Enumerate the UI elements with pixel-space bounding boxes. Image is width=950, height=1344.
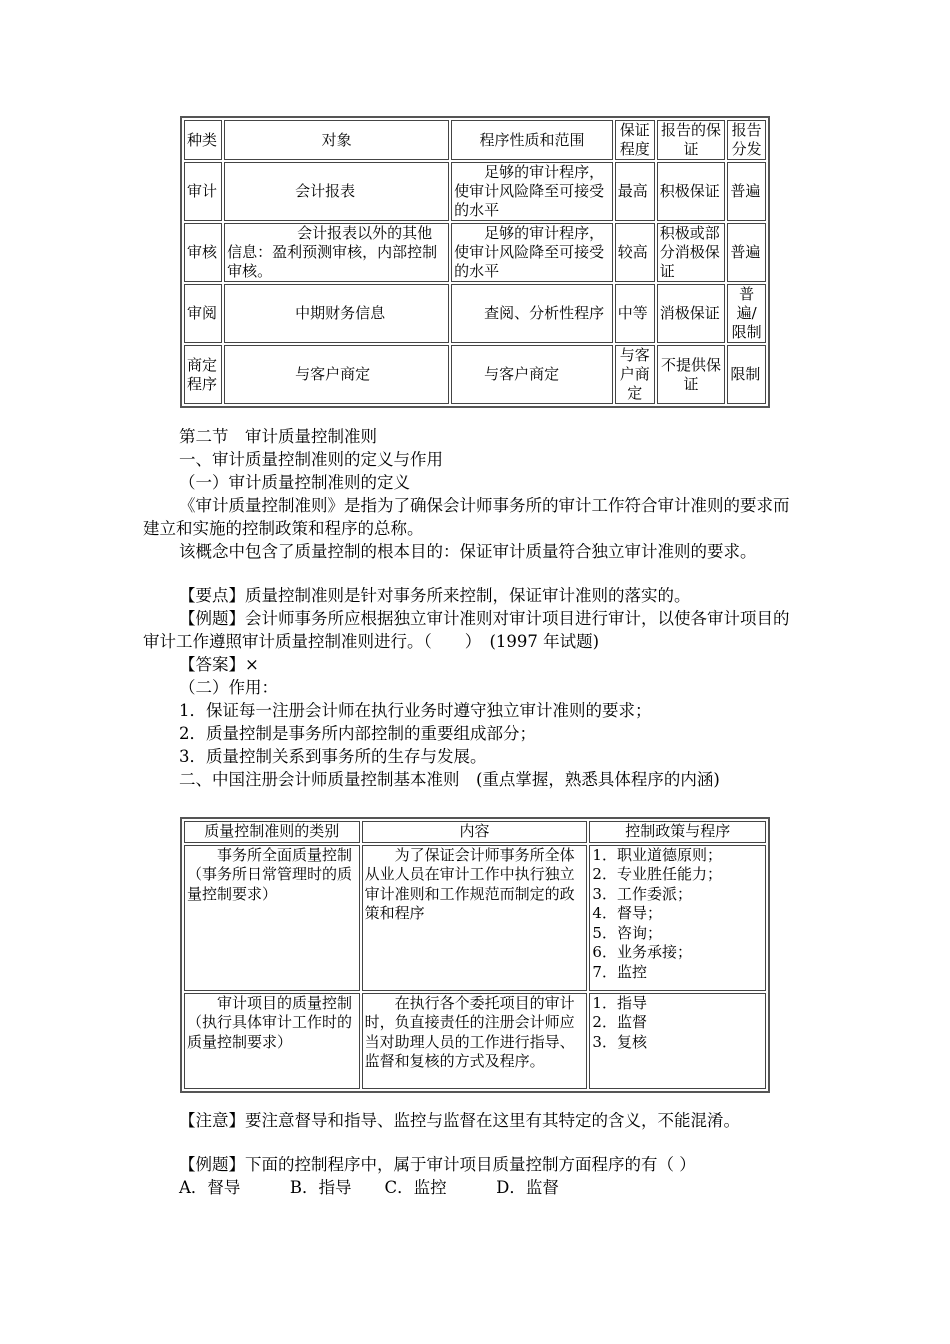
example-paragraph: 【例题】下面的控制程序中，属于审计项目质量控制方面程序的有（ ） xyxy=(179,1155,696,1174)
table-cell: 在执行各个委托项目的审计时，负直接责任的注册会计师应当对助理人员的工作进行指导、监督和复核的方式及程序。 xyxy=(362,993,588,1089)
table-cell: 消极保证 xyxy=(657,284,726,343)
list-item: 1．指导 xyxy=(592,993,647,1012)
table-row xyxy=(184,284,766,343)
table-cell: 中期财务信息 xyxy=(224,284,449,343)
answer-paragraph: 【答案】× xyxy=(179,655,259,674)
table-row xyxy=(184,845,766,991)
key-point-paragraph: 【要点】质量控制准则是针对事务所来控制，保证审计准则的落实的。 xyxy=(179,586,691,605)
table-row xyxy=(184,345,766,404)
answer-options: A．督导 B．指导 C．监控 D．监督 xyxy=(179,1178,559,1197)
table-cell: 商定程序 xyxy=(184,345,222,404)
header-cell: 报告分发 xyxy=(727,120,766,160)
paragraph: 《审计质量控制准则》是指为了确保会计师事务所的审计工作符合审计准则的要求而建立和实施的控制政策和程序的总称。 xyxy=(143,496,790,538)
table-cell: 不提供保证 xyxy=(657,345,726,404)
table-cell: 中等 xyxy=(615,284,655,343)
table-cell: 足够的审计程序，使审计风险降至可接受的水平 xyxy=(451,162,613,221)
header-cell: 报告的保证 xyxy=(657,120,726,160)
header-cell: 保证程度 xyxy=(615,120,655,160)
example-paragraph: 【例题】会计师事务所应根据独立审计准则对审计项目进行审计，以使各审计项目的审计工作遵照审计质量控制准则进行。（ ） (1997 年试题) xyxy=(143,609,790,651)
heading-level-1: 二、中国注册会计师质量控制基本准则 (重点掌握，熟悉具体程序的内涵) xyxy=(179,770,720,789)
table-cell: 最高 xyxy=(615,162,655,221)
table-cell: 普遍/限制 xyxy=(727,284,766,343)
table-row xyxy=(184,223,766,282)
table-cell xyxy=(589,845,766,991)
table-cell: 查阅、分析性程序 xyxy=(451,284,613,343)
list-item: 2．专业胜任能力； xyxy=(592,865,722,883)
table-cell: 普遍 xyxy=(727,223,766,282)
list-item: 1．保证每一注册会计师在执行业务时遵守独立审计准则的要求； xyxy=(179,701,652,720)
table-cell: 会计报表以外的其他信息：盈利预测审核，内部控制审核。 xyxy=(224,223,449,282)
table-cell: 审计 xyxy=(184,162,222,221)
table-cell xyxy=(589,993,766,1089)
table-cell: 与客户商定 xyxy=(224,345,449,404)
note-paragraph: 【注意】要注意督导和指导、监控与监督在这里有其特定的含义，不能混淆。 xyxy=(179,1111,740,1130)
table-cell: 事务所全面质量控制（事务所日常管理时的质量控制要求） xyxy=(184,845,360,991)
table-row xyxy=(184,993,766,1089)
table-cell: 足够的审计程序，使审计风险降至可接受的水平 xyxy=(451,223,613,282)
list-item: 5．咨询； xyxy=(592,923,662,942)
header-cell: 种类 xyxy=(184,120,222,160)
section-title: 第二节 审计质量控制准则 xyxy=(179,427,377,446)
table-cell: 较高 xyxy=(615,223,655,282)
paragraph: 该概念中包含了质量控制的根本目的：保证审计质量符合独立审计准则的要求。 xyxy=(179,542,757,561)
list-item: 3．质量控制关系到事务所的生存与发展。 xyxy=(179,747,487,766)
header-cell: 程序性质和范围 xyxy=(451,120,613,160)
list-item: 7．监控 xyxy=(592,962,647,981)
table-header-row xyxy=(184,120,766,160)
audit-types-table xyxy=(180,116,770,408)
heading-level-2: （二）作用： xyxy=(179,678,278,697)
table-cell: 审阅 xyxy=(184,284,222,343)
table-cell: 普遍 xyxy=(727,162,766,221)
heading-level-1: 一、审计质量控制准则的定义与作用 xyxy=(179,450,443,469)
heading-level-2: （一）审计质量控制准则的定义 xyxy=(179,473,410,492)
header-cell: 内容 xyxy=(362,821,588,843)
table-cell: 限制 xyxy=(727,345,766,404)
table-cell: 审核 xyxy=(184,223,222,282)
table-cell: 会计报表 xyxy=(224,162,449,221)
list-item: 3．复核 xyxy=(592,1032,647,1051)
table-cell: 审计项目的质量控制（执行具体审计工作时的质量控制要求） xyxy=(184,993,360,1089)
list-item: 4．督导； xyxy=(592,904,662,922)
table-header-row xyxy=(184,821,766,843)
header-cell: 质量控制准则的类别 xyxy=(184,821,360,843)
table-cell: 为了保证会计师事务所全体从业人员在审计工作中执行独立审计准则和工作规范而制定的政策和程序 xyxy=(362,845,588,991)
list-item: 2．监督 xyxy=(592,1013,647,1031)
table-cell: 积极保证 xyxy=(657,162,726,221)
header-cell: 对象 xyxy=(224,120,449,160)
list-item: 2．质量控制是事务所内部控制的重要组成部分； xyxy=(179,724,536,743)
list-item: 1．职业道德原则； xyxy=(592,845,722,864)
list-item: 3．工作委派； xyxy=(592,884,692,903)
quality-control-table xyxy=(180,817,770,1093)
list-item: 6．业务承接； xyxy=(592,943,692,961)
table-cell: 与客户商定 xyxy=(451,345,613,404)
header-cell: 控制政策与程序 xyxy=(589,821,766,843)
table-cell: 与客户商定 xyxy=(615,345,655,404)
table-row xyxy=(184,162,766,221)
table-cell: 积极或部分消极保证 xyxy=(657,223,726,282)
